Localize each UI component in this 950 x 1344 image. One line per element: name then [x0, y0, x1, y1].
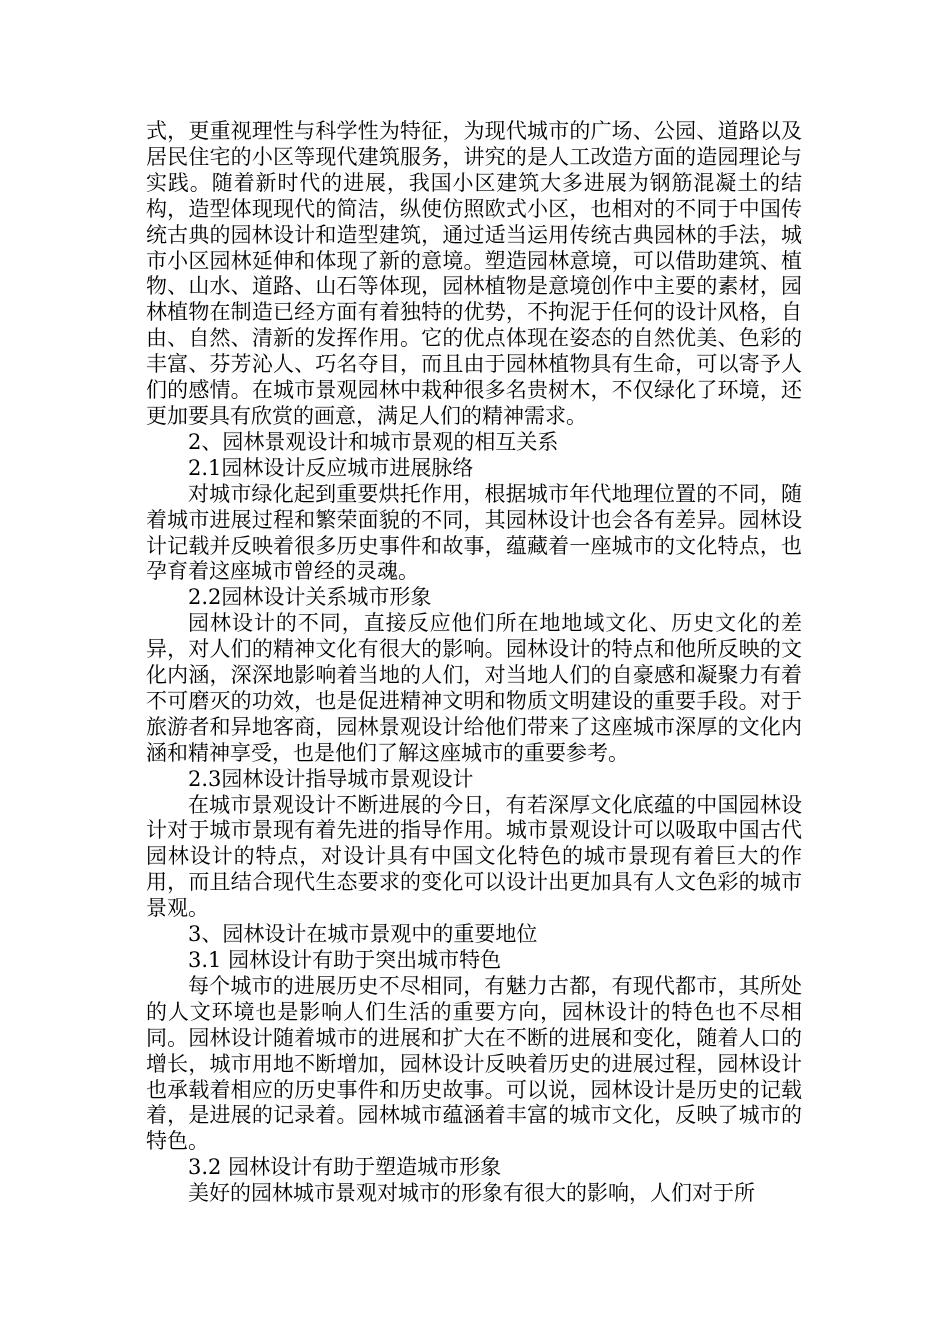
- subsection-heading-2-2: 2.2园林设计关系城市形象: [188, 585, 432, 610]
- paragraph-3-1: 每个城市的进展历史不尽相同，有魅力古都，有现代都市，其所处的人文环境也是影响人们生活的重要方向，园林设计的特色也不尽相同。园林设计随着城市的进展和扩大在不断的进展和变化，随着人口的增长，城市用地不断增加，园林设计反映着历史的进展过程，园林设计也承载着相应的历史事件和历史故事。可以说，园林设计是历史的记载着，是进展的记录着。园林城市蕴涵着丰富的城市文化，反映了城市的特色。: [146, 973, 802, 1154]
- section-heading-2: 2、园林景观设计和城市景观的相互关系: [188, 429, 559, 454]
- subsection-heading-3-2: 3.2 园林设计有助于塑造城市形象: [188, 1155, 502, 1180]
- paragraph-2-3: 在城市景观设计不断进展的今日，有若深厚文化底蕴的中国园林设计对于城市景现有着先进的指导作用。城市景观设计可以吸取中国古代园林设计的特点，对设计具有中国文化特色的城市景现有着巨大的作用，而且结合现代生态要求的变化可以设计出更加具有人文色彩的城市景观。: [146, 792, 802, 921]
- paragraph-2-1: 对城市绿化起到重要烘托作用，根据城市年代地理位置的不同，随着城市进展过程和繁荣面貌的不同，其园林设计也会各有差异。园林设计记载并反映着很多历史事件和故事，蕴藏着一座城市的文化特点，也孕育着这座城市曾经的灵魂。: [146, 481, 802, 584]
- paragraph-intro-continued: 式，更重视理性与科学性为特征，为现代城市的广场、公园、道路以及居民住宅的小区等现代建筑服务，讲究的是人工改造方面的造园理论与实践。随着新时代的进展，我国小区建筑大多进展为钢筋混凝土的结构，造型体现现代的简洁，纵使仿照欧式小区，也相对的不同于中国传统古典的园林设计和造型建筑，通过适当运用传统古典园林的手法，城市小区园林延伸和体现了新的意境。塑造园林意境，可以借助建筑、植物、山水、道路、山石等体现，园林植物是意境创作中主要的素材，园林植物在制造已经方面有着独特的优势，不拘泥于任何的设计风格，自由、自然、清新的发挥作用。它的优点体现在姿态的自然优美、色彩的丰富、芬芳沁人、巧名夺目，而且由于园林植物具有生命，可以寄予人们的感情。在城市景观园林中栽种很多名贵树木，不仅绿化了环境，还更加要具有欣赏的画意，满足人们的精神需求。: [146, 119, 802, 428]
- document-page: [146, 119, 802, 1207]
- subsection-heading-2-1: 2.1园林设计反应城市进展脉络: [188, 455, 474, 480]
- paragraph-2-2: 园林设计的不同，直接反应他们所在地地域文化、历史文化的差异，对人们的精神文化有很大的影响。园林设计的特点和他所反映的文化内涵，深深地影响着当地的人们，对当地人们的自豪感和凝聚力有着不可磨灭的功效，也是促进精神文明和物质文明建设的重要手段。对于旅游者和异地客商，园林景观设计给他们带来了这座城市深厚的文化内涵和精神享受，也是他们了解这座城市的重要参考。: [146, 611, 802, 765]
- subsection-heading-2-3: 2.3园林设计指导城市景观设计: [188, 766, 474, 791]
- subsection-heading-3-1: 3.1 园林设计有助于突出城市特色: [188, 948, 502, 972]
- section-heading-3: 3、园林设计在城市景观中的重要地位: [188, 922, 538, 947]
- paragraph-3-2: 美好的园林城市景观对城市的形象有很大的影响，人们对于所: [188, 1181, 755, 1206]
